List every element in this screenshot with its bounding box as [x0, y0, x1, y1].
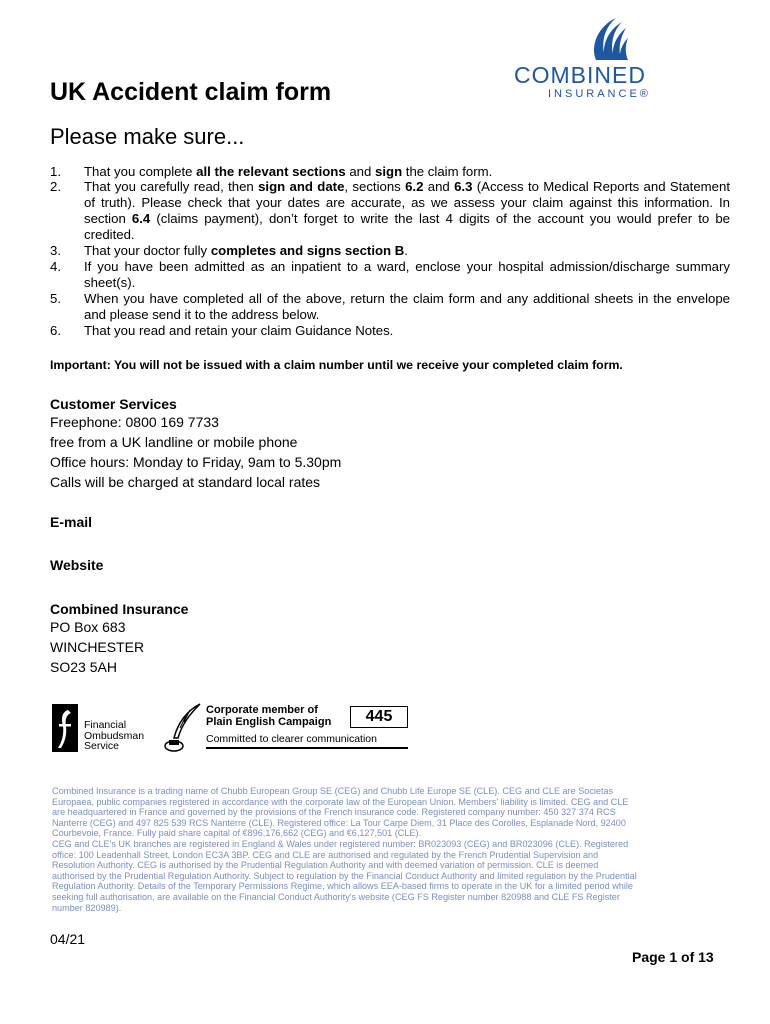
text-run-bold: all the relevant sections: [196, 164, 346, 179]
legal-line: Regulation Authority. Details of the Temporary Permissions Regime, which allows EEA-based firms to operate in the UK for a limited period while: [52, 881, 633, 892]
list-item: [50, 259, 730, 291]
legal-line: number 820989).: [52, 902, 122, 913]
plain-english-badge: [160, 700, 415, 756]
fos-line: Financial: [84, 719, 127, 731]
address-heading: Combined Insurance: [50, 601, 189, 617]
list-item: [50, 243, 730, 259]
text-run: the claim form.: [402, 164, 493, 179]
fos-line: Service: [84, 740, 120, 752]
list-item-text: When you have completed all of the above, return the claim form and any additional sheets in the envelope and please send it to the address below.: [84, 291, 730, 322]
list-item: [50, 164, 730, 180]
text-run: .: [404, 243, 408, 258]
legal-line: office: 100 Leadenhall Street, London EC3A 3BP. CEG and CLE are authorised and regulated by the French Prudential Supervision and: [52, 849, 599, 860]
freephone-number[interactable]: Freephone: 0800 169 7733: [50, 414, 219, 430]
list-item-text: [84, 243, 730, 259]
list-item: [50, 179, 730, 243]
customer-services-section: [50, 396, 450, 492]
fos-logo-icon: [52, 704, 78, 752]
list-item: [50, 291, 730, 323]
legal-line: Nanterre (CEG) and 497 825 539 RCS Nanterre (CLE). Registered office: La Tour Carpe Diem, 31 Place des Corolles, Esplanade Nord, 92400: [52, 817, 626, 828]
list-item-text: [84, 164, 730, 180]
text-run: and: [345, 164, 376, 179]
text-run: (claims payment), don’t forget to write the last 4 digits of the account you would prefer to be credited.: [84, 211, 730, 242]
financial-ombudsman-badge: [52, 704, 162, 754]
website-heading: Website: [50, 557, 104, 573]
form-date: 04/21: [50, 931, 86, 947]
legal-line: seeking full authorisation, are available on the Financial Conduct Authority's website (CEG FS Register number 820988 and CLE FS Register: [52, 891, 620, 902]
important-notice: Important: You will not be issued with a claim number until we receive your completed claim form.: [50, 358, 623, 372]
list-item-number: 6.: [50, 323, 61, 338]
text-run-bold: 6.4: [131, 211, 151, 226]
address-line: WINCHESTER: [50, 639, 145, 655]
legal-line: are headquartered in France and governed by the provisions of the French insurance code. Registered company number: 450 327 374 RCS: [52, 807, 616, 818]
email-heading: E-mail: [50, 514, 93, 530]
company-logo: [512, 16, 707, 106]
list-item-number: 4.: [50, 259, 61, 274]
legal-line: Resolution Authority. CEG is authorised by the Prudential Regulation Authority and with deemed variation of permission. CLE is deemed: [52, 860, 599, 871]
legal-line: Combined Insurance is a trading name of Chubb European Group SE (CEG) and Chubb Life Europe SE (CLE). CEG and CLE are Societas: [52, 786, 614, 796]
text-run-bold: 6.2: [405, 179, 424, 194]
fos-line: Ombudsman: [84, 729, 145, 742]
plain-english-tagline: Committed to clearer communication: [206, 733, 408, 749]
page-subtitle: Please make sure...: [50, 124, 245, 149]
text-run-bold: completes and signs section B: [210, 243, 405, 258]
text-run-bold: sign: [375, 164, 403, 179]
list-item: [50, 323, 730, 339]
free-from-text: free from a UK landline or mobile phone: [50, 434, 298, 450]
text-run: That you carefully read, then: [84, 179, 259, 194]
plain-english-number: 445: [350, 706, 408, 728]
plain-english-line: Plain English Campaign: [206, 716, 332, 728]
text-run-bold: sign and date: [258, 179, 345, 194]
text-run-bold: 6.3: [454, 179, 473, 194]
address-line: SO23 5AH: [50, 659, 117, 675]
text-run: That your doctor fully: [84, 243, 211, 258]
page-title: UK Accident claim form: [50, 78, 332, 106]
brand-tagline: INSURANCE®: [548, 88, 651, 100]
legal-line: CEG and CLE's UK branches are registered in England & Wales under registered number: BR023093 (CEG) and BR023096 (CLE). Registered: [52, 838, 629, 849]
brand-name: COMBINED: [514, 62, 646, 88]
quill-icon: [160, 702, 204, 754]
list-item-number: 2.: [50, 179, 61, 194]
list-item-text: That you read and retain your claim Guidance Notes.: [84, 323, 394, 338]
plain-english-line: Corporate member of: [206, 704, 318, 716]
list-item-number: 3.: [50, 243, 61, 258]
legal-line: Courbevoie, France. Fully paid share capital of €896,176,662 (CEG) and €6,127,501 (CLE).: [52, 828, 422, 839]
text-run: That you complete: [84, 164, 197, 179]
legal-line: authorised by the Prudential Regulation Authority. Subject to regulation by the Financial Conduct Authority and limited regulation by the Prudential: [52, 870, 637, 881]
list-item-number: 5.: [50, 291, 61, 306]
page-number: Page 1 of 13: [632, 949, 714, 965]
section-heading: Customer Services: [50, 396, 177, 412]
list-item-number: 1.: [50, 164, 61, 179]
list-item-text: [84, 179, 730, 243]
address-block: [50, 601, 188, 677]
wave-logo-icon: [512, 16, 707, 64]
legal-line: Europaea, public companies registered in accordance with the corporate law of the European Union. Members' liability is limited. CEG and CLE: [52, 796, 629, 807]
text-run: , sections: [344, 179, 406, 194]
text-run: (Access to Medical Reports and Statement of truth). Please check that your dates are accurate, as we assess your claim against this information. In section: [84, 179, 730, 226]
text-run: and: [423, 179, 455, 194]
call-charges: Calls will be charged at standard local rates: [50, 474, 321, 490]
address-line: PO Box 683: [50, 619, 126, 635]
legal-disclaimer: [52, 786, 724, 913]
list-item-text: If you have been admitted as an inpatient to a ward, enclose your hospital admission/discharge summary sheet(s).: [84, 259, 730, 290]
office-hours: Office hours: Monday to Friday, 9am to 5.30pm: [50, 454, 342, 470]
